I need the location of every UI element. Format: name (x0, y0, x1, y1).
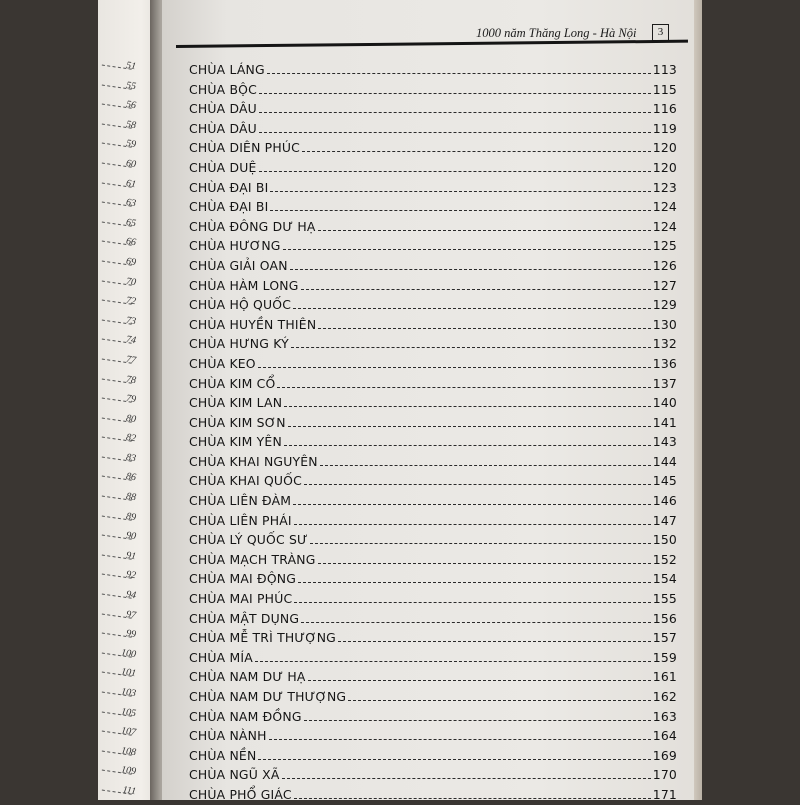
toc-entry-page: 119 (652, 120, 677, 136)
previous-page-number: 66 (125, 236, 137, 249)
toc-entry-page: 129 (652, 297, 677, 313)
toc-dot-leader (259, 92, 651, 94)
previous-page-number: 74 (125, 334, 137, 347)
toc-entry (189, 158, 677, 178)
toc-entry-page: 145 (652, 473, 677, 489)
toc-dot-leader (298, 581, 651, 583)
toc-entry-page: 132 (652, 336, 677, 352)
toc-entry-title: CHÙA PHỔ GIÁC (189, 786, 292, 802)
toc-dot-leader (308, 679, 651, 681)
toc-dot-leader (270, 190, 650, 192)
toc-entry (189, 178, 677, 198)
toc-entry-title: CHÙA NGŨ XÃ (189, 767, 280, 783)
toc-entry-page: 130 (652, 316, 677, 332)
toc-entry (189, 491, 677, 511)
toc-dot-leader (269, 738, 651, 740)
toc-dot-leader (318, 229, 651, 231)
previous-page-number: 91 (125, 549, 137, 563)
previous-page-number: 60 (125, 157, 137, 171)
toc-dot-leader (301, 288, 651, 290)
toc-entry-page: 146 (652, 493, 677, 509)
toc-dot-leader (304, 483, 651, 485)
toc-entry-page: 126 (652, 257, 677, 273)
toc-entry (189, 276, 677, 296)
toc-entry-page: 156 (652, 610, 677, 626)
toc-entry-title: CHÙA ĐẠI BI (189, 179, 269, 195)
toc-entry-page: 152 (652, 551, 677, 567)
toc-entry-title: CHÙA KHAI NGUYÊN (189, 453, 318, 469)
toc-entry-title: CHÙA LÁNG (189, 62, 265, 77)
toc-dot-leader (255, 660, 651, 662)
toc-entry-title: CHÙA LIÊN ĐÀM (189, 493, 292, 509)
previous-page-number: 107 (120, 725, 137, 739)
toc-entry (189, 746, 677, 766)
previous-page-number: 65 (125, 216, 137, 230)
toc-dot-leader (348, 699, 651, 701)
toc-entry-title: CHÙA MẬT DỤNG (189, 610, 300, 626)
toc-dot-leader (291, 346, 651, 348)
toc-entry (189, 687, 677, 707)
page-edge (694, 0, 702, 800)
toc-entry-page: 113 (652, 62, 677, 77)
running-header-title: 1000 năm Thăng Long - Hà Nội (476, 26, 637, 40)
toc-entry-title: CHÙA KIM SƠN (189, 414, 286, 430)
toc-entry-page: 120 (652, 159, 677, 175)
toc-entry-title: CHÙA KEO (189, 355, 256, 371)
toc-entry-page: 124 (652, 199, 677, 215)
toc-entry-page: 123 (652, 179, 677, 195)
toc-entry (189, 374, 677, 394)
toc-entry-title: CHÙA KHAI QUỐC (189, 473, 302, 489)
previous-page-number: 63 (125, 197, 137, 210)
toc-entry-page: 157 (652, 630, 677, 646)
toc-entry-title: CHÙA MÍA (189, 649, 253, 665)
toc-entry-page: 116 (652, 101, 677, 117)
running-header-page-number: 3 (652, 24, 669, 41)
toc-dot-leader (282, 777, 651, 779)
toc-dot-leader (301, 621, 651, 623)
previous-page-number: 111 (121, 784, 137, 798)
toc-entry-page: 144 (652, 453, 677, 469)
toc-dot-leader (294, 523, 651, 525)
toc-entry (189, 354, 677, 374)
toc-entry-page: 140 (652, 395, 677, 411)
toc-entry-title: CHÙA NAM DƯ HẠ (189, 669, 306, 685)
previous-page-number: 77 (125, 353, 137, 367)
toc-dot-leader (288, 425, 651, 427)
toc-entry (189, 197, 677, 217)
toc-entry-title: CHÙA GIẢI OAN (189, 257, 288, 273)
toc-entry (189, 569, 677, 589)
toc-entry-title: CHÙA HUYỀN THIÊN (189, 316, 317, 332)
previous-page-number: 73 (125, 314, 137, 327)
toc-dot-leader (318, 562, 651, 564)
toc-entry (189, 334, 677, 354)
toc-entry-title: CHÙA HƯƠNG (189, 238, 281, 254)
toc-entry (189, 256, 677, 276)
toc-entry-page: 137 (652, 375, 677, 391)
previous-page-number: 99 (125, 628, 137, 641)
toc-entry-title: CHÙA KIM CỔ (189, 375, 276, 391)
toc-entry-page: 171 (652, 786, 677, 802)
toc-entry (189, 707, 677, 727)
toc-entry (189, 413, 677, 433)
previous-page-number: 55 (125, 79, 137, 92)
previous-page-number: 86 (125, 471, 137, 484)
toc-entry (189, 60, 677, 80)
toc-entry-page: 143 (652, 434, 677, 450)
previous-page-number: 108 (120, 745, 137, 759)
toc-entry-page: 159 (652, 649, 677, 665)
toc-entry (189, 295, 677, 315)
previous-page-number: 88 (125, 491, 137, 504)
toc-dot-leader (320, 464, 651, 466)
toc-entry-title: CHÙA NAM DƯ THƯỢNG (189, 689, 347, 704)
toc-dot-leader (310, 542, 651, 544)
toc-entry-page: 147 (652, 512, 677, 528)
table-of-contents (189, 60, 677, 805)
toc-dot-leader (290, 268, 651, 270)
toc-entry (189, 236, 677, 256)
toc-entry-page: 163 (652, 708, 677, 724)
toc-entry-title: CHÙA HƯNG KÝ (189, 336, 289, 352)
previous-page-number: 105 (120, 705, 137, 719)
toc-entry-page: 162 (652, 689, 677, 704)
toc-entry-title: CHÙA MAI ĐỘNG (189, 571, 297, 587)
toc-dot-leader (294, 601, 650, 603)
toc-entry (189, 138, 677, 158)
toc-dot-leader (338, 640, 651, 642)
toc-dot-leader (258, 366, 651, 368)
toc-dot-leader (293, 503, 651, 505)
toc-entry-title: CHÙA BỘC (189, 81, 257, 97)
toc-entry (189, 648, 677, 668)
toc-entry-page: 115 (652, 81, 677, 97)
previous-page-number: 89 (125, 510, 137, 523)
toc-entry-page: 124 (652, 218, 677, 234)
toc-dot-leader (267, 72, 651, 74)
toc-entry-page: 169 (652, 747, 677, 763)
previous-page-number: 90 (125, 530, 137, 543)
toc-dot-leader (304, 719, 651, 721)
toc-entry (189, 589, 677, 609)
toc-entry (189, 667, 677, 687)
toc-entry-title: CHÙA DIÊN PHÚC (189, 140, 300, 156)
toc-entry (189, 217, 677, 237)
toc-dot-leader (259, 131, 651, 133)
toc-entry (189, 471, 677, 491)
toc-entry (189, 119, 677, 139)
toc-entry-page: 127 (652, 277, 677, 293)
toc-entry (189, 530, 677, 550)
toc-entry (189, 726, 677, 746)
toc-entry (189, 511, 677, 531)
toc-dot-leader (270, 209, 650, 211)
toc-entry (189, 315, 677, 335)
toc-entry-page: 120 (652, 140, 677, 156)
toc-entry-title: CHÙA HỘ QUỐC (189, 297, 292, 313)
toc-entry-page: 150 (652, 532, 677, 548)
toc-entry-page: 161 (652, 669, 677, 685)
toc-dot-leader (302, 150, 651, 152)
previous-page-number: 103 (120, 686, 137, 700)
toc-entry-title: CHÙA DÂU (189, 101, 257, 117)
previous-page-number: 72 (125, 295, 137, 308)
toc-entry (189, 628, 677, 648)
previous-page-number: 59 (125, 138, 137, 151)
toc-entry-title: CHÙA LIÊN PHÁI (189, 512, 292, 528)
toc-entry-page: 136 (652, 355, 677, 371)
previous-page-number: 69 (125, 255, 137, 269)
previous-page-number: 80 (125, 412, 137, 425)
toc-entry-page: 170 (652, 767, 677, 783)
previous-page-number: 70 (125, 275, 137, 288)
toc-entry-title: CHÙA NAM ĐỒNG (189, 708, 302, 724)
toc-dot-leader (259, 170, 651, 172)
toc-entry-page: 155 (652, 591, 677, 607)
toc-entry (189, 765, 677, 785)
toc-dot-leader (293, 307, 651, 309)
toc-dot-leader (283, 248, 651, 250)
previous-page-number: 58 (125, 118, 137, 132)
toc-entry (189, 550, 677, 570)
previous-page-number: 101 (120, 666, 137, 680)
toc-entry-title: CHÙA KIM LAN (189, 395, 283, 411)
toc-entry-title: CHÙA MẠCH TRÀNG (189, 551, 316, 567)
toc-entry-page: 141 (652, 414, 677, 430)
previous-page-number: 56 (125, 99, 137, 112)
toc-entry-title: CHÙA DÂU (189, 120, 257, 136)
previous-page-number: 79 (125, 393, 137, 406)
toc-dot-leader (259, 111, 651, 113)
toc-dot-leader (258, 758, 650, 760)
toc-entry-title: CHÙA DUỆ (189, 159, 257, 175)
toc-dot-leader (318, 327, 650, 329)
previous-page-number: 82 (125, 432, 137, 445)
previous-page-number: 109 (120, 764, 137, 778)
toc-entry-title: CHÙA LÝ QUỐC SƯ (189, 532, 308, 548)
toc-entry-title: CHÙA ĐẠI BI (189, 199, 269, 215)
toc-entry-page: 125 (652, 238, 677, 254)
toc-dot-leader (294, 797, 651, 799)
toc-entry (189, 609, 677, 629)
toc-entry (189, 785, 677, 805)
previous-page-number: 51 (125, 59, 137, 73)
toc-entry (189, 99, 677, 119)
toc-dot-leader (284, 405, 651, 407)
toc-entry-title: CHÙA MAI PHÚC (189, 591, 293, 607)
toc-entry-title: CHÙA MỄ TRÌ THƯỢNG (189, 630, 336, 646)
toc-entry (189, 452, 677, 472)
previous-page-number: 83 (125, 451, 137, 465)
toc-entry (189, 393, 677, 413)
previous-page-number: 78 (125, 373, 137, 386)
previous-page-number: 92 (125, 569, 137, 582)
toc-entry-page: 154 (652, 571, 677, 587)
previous-page-number: 94 (125, 589, 137, 602)
previous-page-number: 100 (120, 647, 137, 661)
toc-entry-title: CHÙA NỀN (189, 747, 257, 763)
toc-entry-page: 164 (652, 728, 677, 744)
toc-entry-title: CHÙA NÀNH (189, 728, 267, 744)
toc-dot-leader (284, 444, 651, 446)
toc-entry (189, 432, 677, 452)
previous-page-number: 61 (125, 177, 137, 190)
toc-entry-title: CHÙA HÀM LONG (189, 277, 299, 293)
toc-dot-leader (277, 386, 650, 388)
toc-entry-title: CHÙA KIM YÊN (189, 434, 282, 450)
toc-entry (189, 80, 677, 100)
previous-page-number: 97 (125, 608, 137, 621)
toc-entry-title: CHÙA ĐÔNG DƯ HẠ (189, 218, 316, 234)
